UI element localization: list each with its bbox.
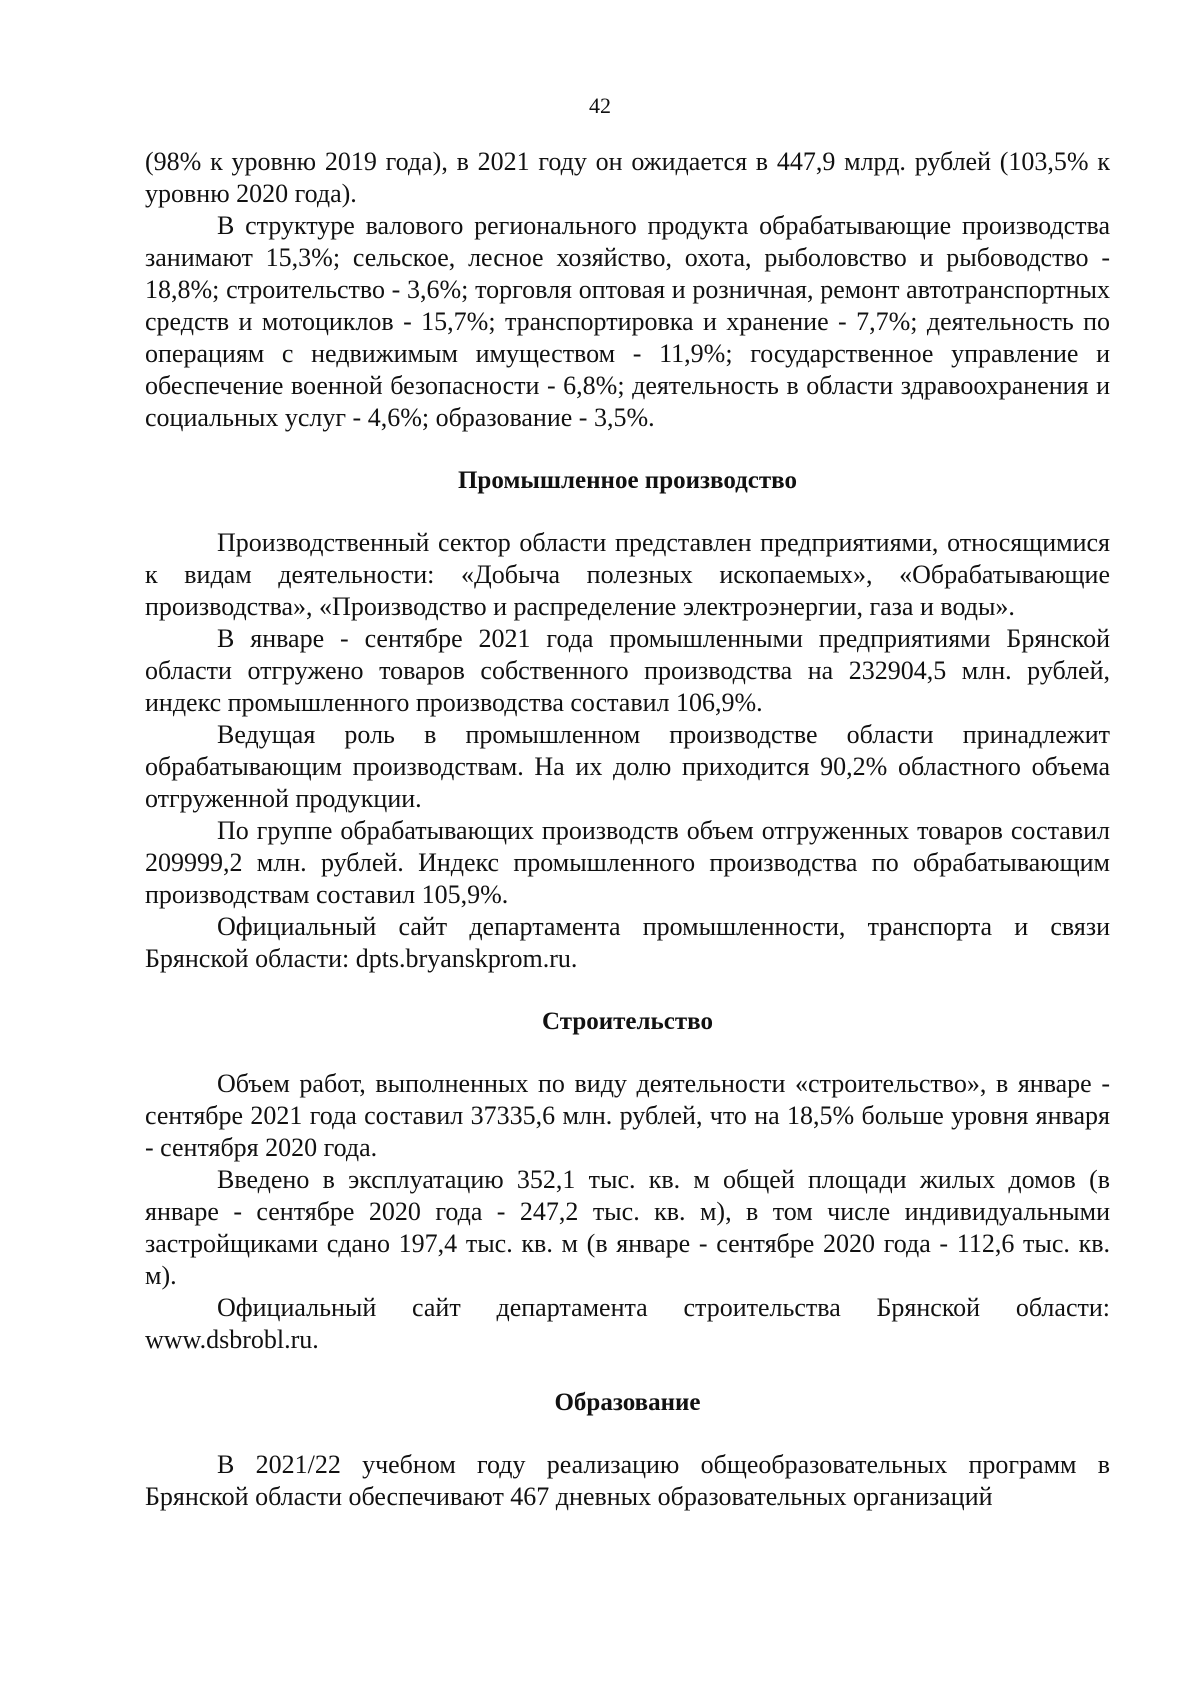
industry-paragraph: Ведущая роль в промышленном производстве области принадлежит обрабатывающим производствам. На их долю приходится 90,2% областного объема отгруженной продукции.	[145, 720, 1110, 813]
construction-paragraph: Объем работ, выполненных по виду деятельности «строительство», в январе - сентябре 2021 года составил 37335,6 млн. рублей, что на 18,5% больше уровня января - сентября 2020 года.	[145, 1069, 1110, 1162]
construction-website-paragraph: Официальный сайт департамента строительства Брянской области: www.dsbrobl.ru.	[145, 1293, 1110, 1354]
document-body	[145, 146, 1110, 1513]
page-number: 42	[589, 93, 611, 118]
industry-website-paragraph: Официальный сайт департамента промышленности, транспорта и связи Брянской области: dpts.bryanskprom.ru.	[145, 912, 1110, 973]
construction-paragraph: Введено в эксплуатацию 352,1 тыс. кв. м общей площади жилых домов (в январе - сентябре 2020 года - 247,2 тыс. кв. м), в том числе индивидуальными застройщиками сдано 197,4 тыс. кв. м (в январе - сентябре 2020 года - 112,6 тыс. кв. м).	[145, 1165, 1110, 1290]
education-paragraph: В 2021/22 учебном году реализацию общеобразовательных программ в Брянской области обеспечивают 467 дневных образовательных организаций	[145, 1450, 1110, 1511]
industry-paragraph: В январе - сентябре 2021 года промышленными предприятиями Брянской области отгружено товаров собственного производства на 232904,5 млн. рублей, индекс промышленного производства составил 106,9%.	[145, 624, 1110, 717]
grp-structure-paragraph: В структуре валового регионального продукта обрабатывающие производства занимают 15,3%; сельское, лесное хозяйство, охота, рыболовство и рыбоводство - 18,8%; строительство - 3,6%; торговля оптовая и розничная, ремонт автотранспортных средств и мотоциклов - 15,7%; транспортировка и хранение - 7,7%; деятельность по операциям с недвижимым имуществом - 11,9%; государственное управление и обеспечение военной безопасности - 6,8%; деятельность в области здравоохранения и социальных услуг - 4,6%; образование - 3,5%.	[145, 211, 1110, 432]
section-heading-education: Образование	[554, 1389, 701, 1416]
section-heading-industry: Промышленное производство	[457, 467, 798, 494]
section-heading-construction: Строительство	[542, 1008, 713, 1035]
industry-paragraph: По группе обрабатывающих производств объем отгруженных товаров составил 209999,2 млн. рублей. Индекс промышленного производства по обрабатывающим производствам составил 105,9%.	[145, 816, 1110, 909]
industry-paragraph: Производственный сектор области представлен предприятиями, относящимися к видам деятельности: «Добыча полезных ископаемых», «Обрабатывающие производства», «Производство и распределение электроэнергии, газа и воды».	[145, 528, 1110, 621]
intro-continuation-paragraph: (98% к уровню 2019 года), в 2021 году он ожидается в 447,9 млрд. рублей (103,5% к уровню 2020 года).	[145, 147, 1110, 208]
